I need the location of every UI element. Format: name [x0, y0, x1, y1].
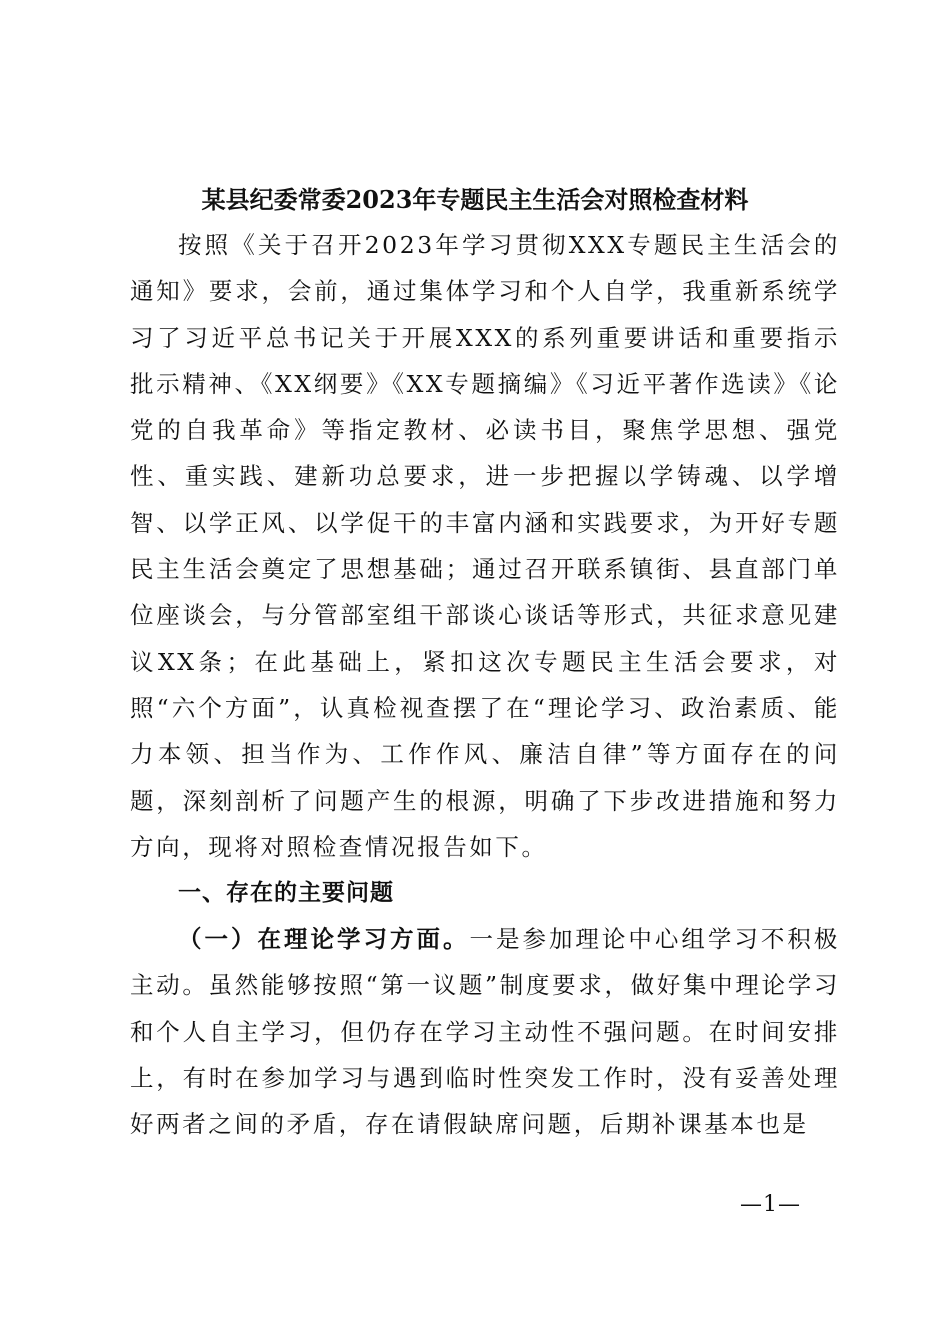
- subsection-lead: （一）在理论学习方面。: [178, 925, 470, 953]
- section-heading: 一、存在的主要问题: [178, 880, 394, 906]
- page-number: —1—: [740, 1192, 801, 1217]
- intro-paragraph: 按照《关于召开2023年学习贯彻XXX专题民主生活会的通知》要求，会前，通过集体学习和个人自学，我重新系统学习了习近平总书记关于开展XXX的系列重要讲话和重要指示批示精神、《XX纲要》《XX专题摘编》《习近平著作选读》《论党的自我革命》等指定教材、必读书目，聚焦学思想、强党性、重实践、建新功总要求，进一步把握以学铸魂、以学增智、以学正风、以学促干的丰富内涵和实践要求，为开好专题民主生活会奠定了思想基础；通过召开联系镇街、县直部门单位座谈会，与分管部室组干部谈心谈话等形式，共征求意见建议XX条；在此基础上，紧扣这次专题民主生活会要求，对照“六个方面”，认真检视查摆了在“理论学习、政治素质、能力本领、担当作为、工作作风、廉洁自律”等方面存在的问题，深刻剖析了问题产生的根源，明确了下步改进措施和努力方向，现将对照检查情况报告如下。: [130, 231, 840, 861]
- subsection-text: 一是参加理论中心组学习不积极主动。虽然能够按照“第一议题”制度要求，做好集中理论学习和个人自主学习，但仍存在学习主动性不强问题。在时间安排上，有时在参加学习与遇到临时性突发工作时，没有妥善处理好两者之间的矛盾，存在请假缺席问题，后期补课基本也是: [130, 925, 840, 1139]
- subsection-paragraph: [130, 916, 840, 1147]
- document-title: 某县纪委常委2023年专题民主生活会对照检查材料: [201, 185, 749, 214]
